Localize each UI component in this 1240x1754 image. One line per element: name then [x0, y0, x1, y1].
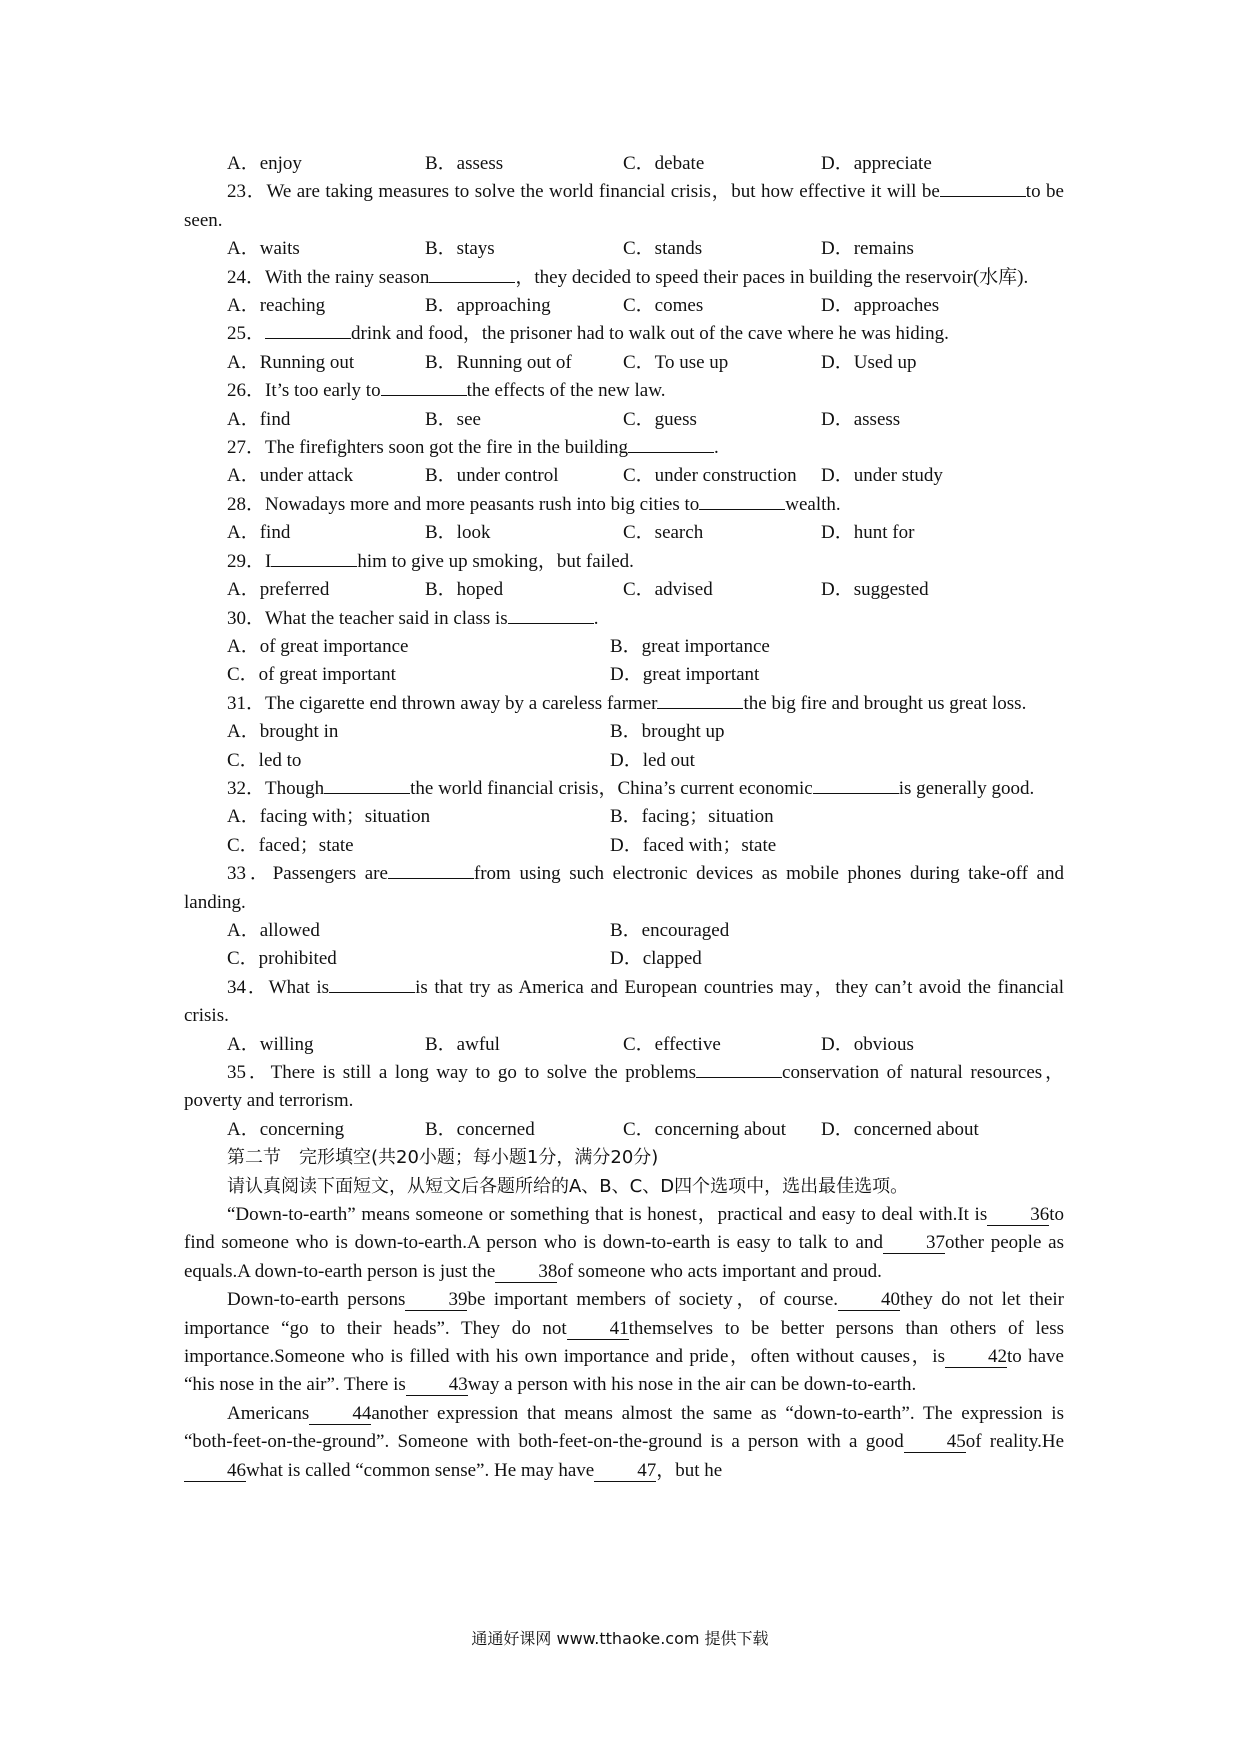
options-row — [184, 349, 1064, 377]
answer-option: B．awful — [425, 1033, 500, 1055]
question-text: the world financial crisis，China’s current economic — [410, 777, 813, 799]
answer-option: A．preferred — [227, 579, 330, 601]
answer-option: C．effective — [623, 1033, 721, 1055]
cloze-blank-number: 42 — [945, 1347, 1007, 1368]
passage-text: what is called “common sense”. He may have — [246, 1459, 595, 1481]
options-row — [184, 945, 1064, 973]
answer-option: A．waits — [227, 238, 300, 260]
answer-option: A．facing with；situation — [227, 806, 431, 828]
section-heading: 第二节 完形填空(共20小题；每小题1分，满分20分) — [227, 1147, 659, 1169]
cloze-blank-number: 45 — [904, 1432, 966, 1453]
answer-option: A．find — [227, 522, 291, 544]
passage-text: “Down-to-earth” means someone or something that is honest，practical and easy to deal with.It is — [227, 1204, 988, 1226]
answer-option: C．To use up — [623, 351, 729, 373]
answer-blank — [388, 860, 474, 879]
answer-option: A．concerning — [227, 1118, 345, 1140]
answer-blank — [508, 605, 594, 624]
question-stem — [184, 264, 1064, 292]
answer-option: C．guess — [623, 408, 697, 430]
answer-blank — [381, 377, 467, 396]
question-number: 32． — [227, 777, 266, 799]
question-number: 25． — [227, 323, 266, 345]
answer-option: B．great importance — [610, 635, 770, 657]
answer-option: D．Used up — [821, 351, 917, 373]
passage-text: to find someone who is down-to-earth.A person who is down-to-earth is easy to talk to and — [184, 1204, 1064, 1254]
answer-option: C．search — [623, 522, 704, 544]
question-text: conservation of natural resources，poverty and terrorism. — [184, 1062, 1064, 1112]
answer-option: B．hoped — [425, 579, 504, 601]
options-row — [184, 661, 1064, 689]
question-stem — [184, 320, 1064, 348]
question-text: . — [714, 437, 719, 459]
question-number: 27． — [227, 437, 266, 459]
question-text: Nowadays more and more peasants rush into big cities to — [265, 493, 700, 515]
answer-option: D．clapped — [610, 948, 702, 970]
question-number: 24． — [227, 266, 266, 288]
cloze-blank-number: 37 — [883, 1233, 945, 1254]
question-text: the big fire and brought us great loss. — [743, 692, 1027, 714]
answer-option: A．find — [227, 408, 291, 430]
answer-option: D．appreciate — [821, 153, 932, 174]
question-text: What the teacher said in class is — [265, 607, 508, 629]
answer-option: C．comes — [623, 295, 704, 317]
question-stem — [184, 1059, 1064, 1116]
options-row — [184, 292, 1064, 320]
question-text: ，they decided to speed their paces in building the reservoir(水库). — [515, 266, 1029, 288]
options-row — [184, 803, 1064, 831]
answer-option: A．under attack — [227, 465, 354, 487]
options-row — [184, 633, 1064, 661]
question-stem — [184, 178, 1064, 235]
options-row — [184, 832, 1064, 860]
answer-option: C．led to — [227, 749, 302, 771]
answer-option: D．led out — [610, 749, 695, 771]
question-number: 28． — [227, 493, 266, 515]
answer-blank — [699, 491, 785, 510]
footer-watermark: 通通好课网 www.tthaoke.com 提供下载 — [471, 1629, 769, 1648]
answer-blank — [628, 434, 714, 453]
answer-option: A．willing — [227, 1033, 314, 1055]
cloze-blank-number: 39 — [405, 1290, 467, 1311]
answer-option: B．encouraged — [610, 919, 730, 941]
passage-text: to have “his nose in the air”. There is — [184, 1346, 1064, 1396]
answer-blank — [696, 1059, 782, 1078]
question-number: 26． — [227, 380, 266, 402]
question-number: 30． — [227, 607, 266, 629]
answer-option: D．faced with；state — [610, 834, 777, 856]
answer-option: D．obvious — [821, 1033, 914, 1055]
question-stem — [184, 860, 1064, 917]
answer-blank — [940, 178, 1026, 197]
question-text: We are taking measures to solve the world financial crisis，but how effective it will be — [266, 181, 940, 203]
options-row — [184, 150, 1064, 178]
answer-option: B．look — [425, 522, 491, 544]
answer-option: C．advised — [623, 579, 713, 601]
passage-text: themselves to be better persons than others of less importance.Someone who is filled with his own importance and pride，often without causes，is — [184, 1317, 1064, 1368]
passage-text: Down-to-earth persons — [227, 1289, 406, 1311]
question-text: I — [265, 550, 272, 572]
question-number: 35． — [227, 1062, 271, 1083]
options-row — [184, 1031, 1064, 1059]
answer-option: C．of great important — [227, 664, 396, 686]
question-number: 34． — [227, 976, 269, 998]
answer-option: D．under study — [821, 465, 943, 487]
answer-option: D．remains — [821, 238, 914, 260]
answer-option: B．stays — [425, 238, 495, 260]
question-text: is generally good. — [898, 777, 1035, 799]
passage-text: another expression that means almost the same as “down-to-earth”. The expression is “both-feet-on-the-ground”. Someone with both-feet-on-the-ground is a person with a good — [184, 1402, 1064, 1453]
question-stem — [184, 491, 1064, 519]
cloze-blank-number: 46 — [184, 1461, 246, 1482]
passage-text: be important members of society，of course. — [467, 1289, 839, 1311]
options-row — [184, 235, 1064, 263]
answer-blank — [813, 775, 899, 794]
answer-option: A．enjoy — [227, 153, 302, 174]
answer-blank — [271, 548, 357, 567]
passage-text: of reality.He — [965, 1431, 1064, 1453]
answer-blank — [265, 320, 351, 339]
passage-text: other people as equals.A down-to-earth person is just the — [184, 1232, 1064, 1282]
question-stem — [184, 548, 1064, 576]
cloze-blank-number: 36 — [987, 1205, 1049, 1226]
passage-paragraph — [184, 1201, 1064, 1286]
answer-option: B．under control — [425, 465, 559, 487]
question-stem — [184, 775, 1064, 803]
question-text: The firefighters soon got the fire in the building — [265, 437, 629, 459]
answer-option: A．brought in — [227, 721, 339, 743]
answer-option: C．prohibited — [227, 948, 337, 970]
question-stem — [184, 605, 1064, 633]
answer-option: C．faced；state — [227, 834, 354, 856]
options-row — [184, 917, 1064, 945]
question-number: 33． — [227, 863, 273, 885]
answer-option: A．allowed — [227, 919, 320, 941]
question-text: The cigarette end thrown away by a careless farmer — [265, 692, 658, 714]
question-number: 29． — [227, 550, 266, 572]
cloze-blank-number: 41 — [567, 1319, 629, 1340]
passage-paragraph — [184, 1286, 1064, 1400]
options-row — [184, 747, 1064, 775]
question-text: from using such electronic devices as mobile phones during take-off and landing. — [184, 863, 1064, 913]
passage-text: they do not let their importance “go to their heads”. They do not — [184, 1289, 1065, 1339]
cloze-blank-number: 47 — [594, 1461, 656, 1482]
question-text: It’s too early to — [265, 380, 381, 402]
cloze-blank-number: 44 — [309, 1404, 371, 1425]
cloze-blank-number: 40 — [838, 1290, 900, 1311]
answer-blank — [657, 690, 743, 709]
answer-option: D．assess — [821, 408, 901, 430]
passage-text: of someone who acts important and proud. — [557, 1260, 882, 1282]
question-stem — [184, 434, 1064, 462]
answer-option: A．Running out — [227, 351, 355, 373]
question-stem — [184, 377, 1064, 405]
question-text: the effects of the new law. — [466, 380, 666, 402]
question-text: Passengers are — [272, 863, 388, 885]
answer-option: A．reaching — [227, 295, 326, 317]
exam-content — [184, 150, 1064, 1485]
passage-text: ，but he — [656, 1459, 723, 1481]
options-row — [184, 519, 1064, 547]
answer-option: B．Running out of — [425, 351, 572, 373]
question-number: 31． — [227, 692, 266, 714]
question-text: There is still a long way to go to solve the problems — [270, 1062, 697, 1083]
answer-option: D．hunt for — [821, 522, 915, 544]
answer-option: D．suggested — [821, 579, 929, 601]
answer-option: B．facing；situation — [610, 806, 774, 828]
question-text: is that try as America and European countries may，they can’t avoid the financial crisis. — [184, 976, 1064, 1027]
question-stem — [184, 974, 1064, 1031]
answer-option: C．under construction — [623, 465, 797, 487]
answer-option: B．concerned — [425, 1118, 535, 1140]
cloze-blank-number: 38 — [495, 1262, 557, 1283]
passage-text: way a person with his nose in the air can be down-to-earth. — [467, 1374, 917, 1396]
question-text: him to give up smoking，but failed. — [357, 550, 634, 572]
question-text: drink and food，the prisoner had to walk out of the cave where he was hiding. — [351, 323, 949, 345]
answer-option: A．of great importance — [227, 635, 409, 657]
answer-blank — [429, 264, 515, 283]
cloze-blank-number: 43 — [406, 1375, 468, 1396]
question-text: Though — [265, 777, 325, 799]
options-row — [184, 1116, 1064, 1144]
question-text: What is — [268, 976, 330, 998]
options-row — [184, 718, 1064, 746]
answer-option: B．assess — [425, 153, 504, 174]
answer-option: B．approaching — [425, 295, 551, 317]
question-number: 23． — [227, 181, 267, 203]
options-row — [184, 462, 1064, 490]
question-text: With the rainy season — [265, 266, 430, 288]
question-text: . — [593, 607, 599, 629]
answer-blank — [324, 775, 410, 794]
passage-paragraph — [184, 1400, 1064, 1485]
question-text: wealth. — [785, 493, 841, 515]
passage-text: Americans — [227, 1402, 310, 1424]
answer-option: C．debate — [623, 153, 705, 174]
question-text: to be seen. — [184, 181, 1064, 231]
options-row — [184, 576, 1064, 604]
answer-option: B．see — [425, 408, 481, 430]
answer-option: C．stands — [623, 238, 703, 260]
answer-option: D．approaches — [821, 295, 940, 317]
answer-blank — [329, 974, 415, 993]
section-instruction: 请认真阅读下面短文，从短文后各题所给的A、B、C、D四个选项中，选出最佳选项。 — [227, 1175, 909, 1197]
question-stem — [184, 690, 1064, 718]
answer-option: D．concerned about — [821, 1118, 979, 1140]
answer-option: D．great important — [610, 664, 760, 686]
options-row — [184, 406, 1064, 434]
answer-option: C．concerning about — [623, 1118, 787, 1140]
answer-option: B．brought up — [610, 721, 725, 743]
